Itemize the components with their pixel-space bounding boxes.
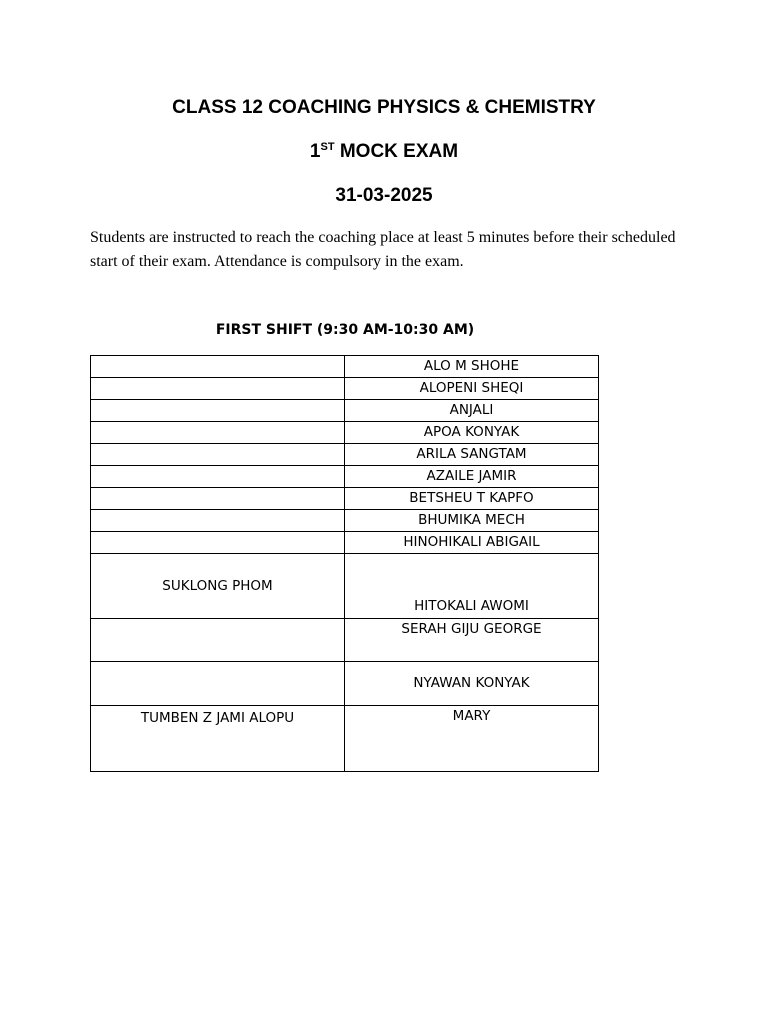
left-cell xyxy=(91,378,345,400)
exam-number-suffix: ST xyxy=(320,141,335,153)
left-cell: SUKLONG PHOM xyxy=(91,554,345,619)
document-title: CLASS 12 COACHING PHYSICS & CHEMISTRY xyxy=(172,97,596,118)
student-name: ALOPENI SHEQI xyxy=(345,378,599,400)
student-name: ANJALI xyxy=(345,400,599,422)
student-name: HINOHIKALI ABIGAIL xyxy=(345,532,599,554)
left-cell xyxy=(91,532,345,554)
student-name: APOA KONYAK xyxy=(345,422,599,444)
table-row xyxy=(91,356,599,378)
student-name: BHUMIKA MECH xyxy=(345,510,599,532)
student-name: MARY xyxy=(345,706,599,772)
left-cell xyxy=(91,400,345,422)
table-row xyxy=(91,466,599,488)
table-row xyxy=(91,422,599,444)
table-row xyxy=(91,619,599,662)
left-cell: TUMBEN Z JAMI ALOPU xyxy=(91,706,345,772)
left-cell xyxy=(91,422,345,444)
exam-heading xyxy=(0,140,768,164)
left-cell xyxy=(91,488,345,510)
table-row xyxy=(91,554,599,619)
left-cell xyxy=(91,466,345,488)
student-name: BETSHEU T KAPFO xyxy=(345,488,599,510)
left-cell xyxy=(91,444,345,466)
left-cell xyxy=(91,619,345,662)
left-cell xyxy=(91,510,345,532)
table-row xyxy=(91,488,599,510)
table-row xyxy=(91,378,599,400)
exam-number: 1 xyxy=(309,141,321,162)
left-cell xyxy=(91,356,345,378)
table-row xyxy=(91,444,599,466)
student-name: HITOKALI AWOMI xyxy=(345,554,599,619)
table-row xyxy=(91,706,599,772)
instructions-paragraph: Students are instructed to reach the coaching place at least 5 minutes before their scheduled start of their exam. Attendance is compulsory in the exam. xyxy=(90,229,676,270)
student-name: SERAH GIJU GEORGE xyxy=(345,619,599,662)
student-name: NYAWAN KONYAK xyxy=(345,662,599,706)
shift-heading: FIRST SHIFT (9:30 AM-10:30 AM) xyxy=(215,322,475,338)
student-roster-table xyxy=(90,355,599,772)
table-row xyxy=(91,510,599,532)
exam-date: 31-03-2025 xyxy=(335,185,433,206)
table-row xyxy=(91,400,599,422)
left-cell xyxy=(91,662,345,706)
student-name: ARILA SANGTAM xyxy=(345,444,599,466)
table-row xyxy=(91,532,599,554)
table-row xyxy=(91,662,599,706)
student-name: AZAILE JAMIR xyxy=(345,466,599,488)
student-name: ALO M SHOHE xyxy=(345,356,599,378)
exam-label: MOCK EXAM xyxy=(339,141,459,162)
